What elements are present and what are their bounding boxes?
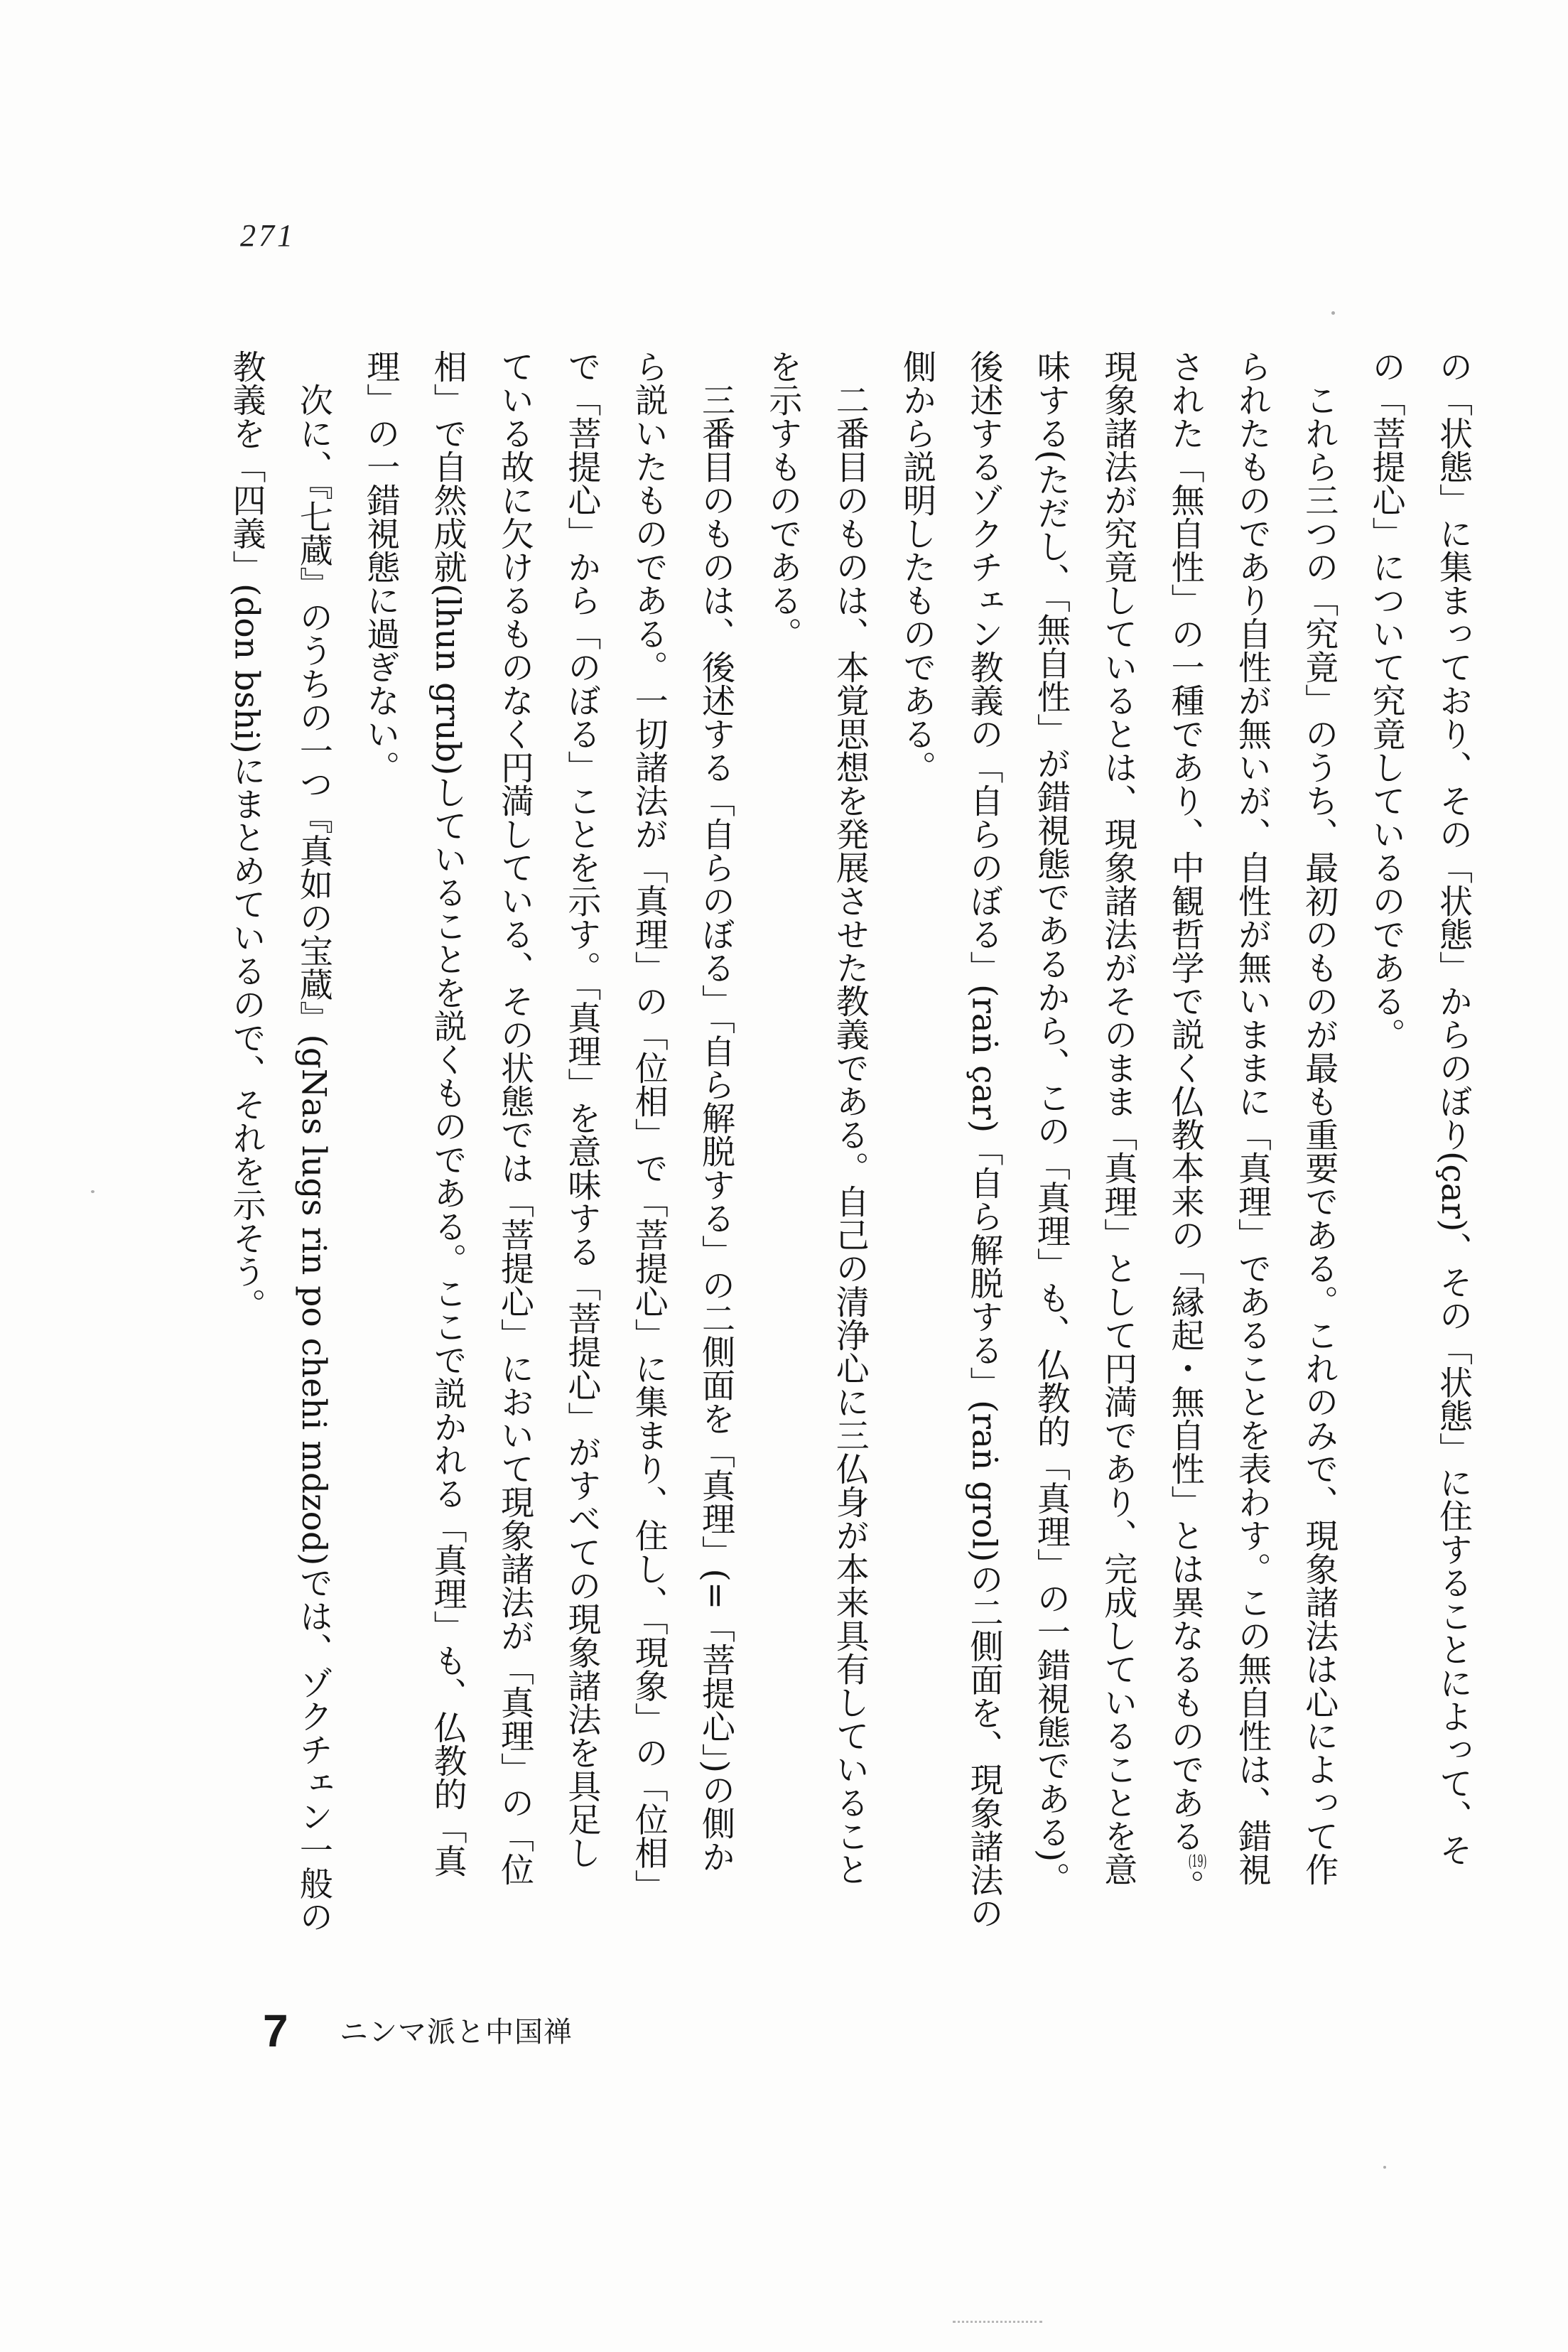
scan-speck [1331, 311, 1335, 315]
text-column-01: の「状態」に集まっており、その「状態」からのぼり(çar)、その「状態」に住することによって、そ [1434, 350, 1473, 1867]
text-column-17: 理」の一錯視態に過ぎない。 [361, 350, 401, 784]
text-column-03: これら三つの「究竟」のうち、最初のものが最も重要である。これのみで、現象諸法は心によって作 [1299, 383, 1339, 1886]
text-column-16: 相」で自然成就(lhun grub)していることを説くものである。ここで説かれる「真理」も、仏教的「真 [428, 350, 467, 1878]
text-column-12: 三番目のものは、後述する「自らのぼる」「自ら解脱する」の二側面を「真理」(=「菩提心」)の側か [696, 383, 736, 1874]
text-column-05 [1151, 350, 1218, 1970]
text-column-14: で「菩提心」から「のぼる」ことを示す。「真理」を意味する「菩提心」がすべての現象諸法を具足し [562, 350, 602, 1870]
text-column-13: ら説いたものである。一切諸法が「真理」の「位相」で「菩提心」に集まり、住し、「現象」の「位相」 [629, 350, 669, 1903]
text-column-07: 味する(ただし、「無自性」が錯視態であるから、この「真理」も、仏教的「真理」の一錯視態である)。 [1031, 350, 1071, 1896]
page-number: 271 [240, 218, 296, 253]
text-column-11: を示すものである。 [763, 350, 803, 650]
footnote-reference: (19) [1188, 1852, 1207, 1870]
text-column-10: 二番目のものは、本覚思想を発展させた教義である。自己の清浄心に三仏身が本来具有していること [830, 383, 870, 1886]
text-column-08: 後述するゾクチェン教義の「自らのぼる」(raṅ çar)「自ら解脱する」(raṅ grol)の二側面を、現象諸法の [964, 350, 1004, 1930]
text-column-15: ている故に欠けるものなく円満している、その状態では「菩提心」において現象諸法が「真理」の「位 [494, 350, 534, 1886]
scan-dots [953, 2321, 1042, 2323]
text-column-05-main: された「無自性」の一種であり、中観哲学で説く仏教本来の「縁起・無自性」とは異なるものである [1165, 350, 1205, 1852]
scan-speck [91, 1190, 94, 1193]
text-column-19: 教義を「四義」(don bshi)にまとめているので、それを示そう。 [227, 350, 266, 1322]
text-column-02: の「菩提心」について究竟しているのである。 [1366, 350, 1406, 1051]
footer-chapter-title: ニンマ派と中国禅 [340, 2016, 573, 2049]
text-column-09: 側から説明したものである。 [897, 350, 937, 784]
text-column-05-end: 。 [1165, 1869, 1205, 1903]
footer-chapter-number: 7 [263, 2005, 288, 2056]
text-column-18: 次に、『七蔵』のうちの一つ『真如の宝蔵』(gNas lugs rin po chehi mdzod)では、ゾクチェン一般の [293, 383, 333, 1933]
scan-speck [1383, 2166, 1386, 2169]
body-text [212, 350, 1486, 1970]
text-column-06: 現象諸法が究竟しているとは、現象諸法がそのまま「真理」として円満であり、完成していることを意 [1098, 350, 1138, 1886]
text-column-04: られたものであり自性が無いが、自性が無いままに「真理」であることを表わす。この無自性は、錯視 [1232, 350, 1272, 1886]
